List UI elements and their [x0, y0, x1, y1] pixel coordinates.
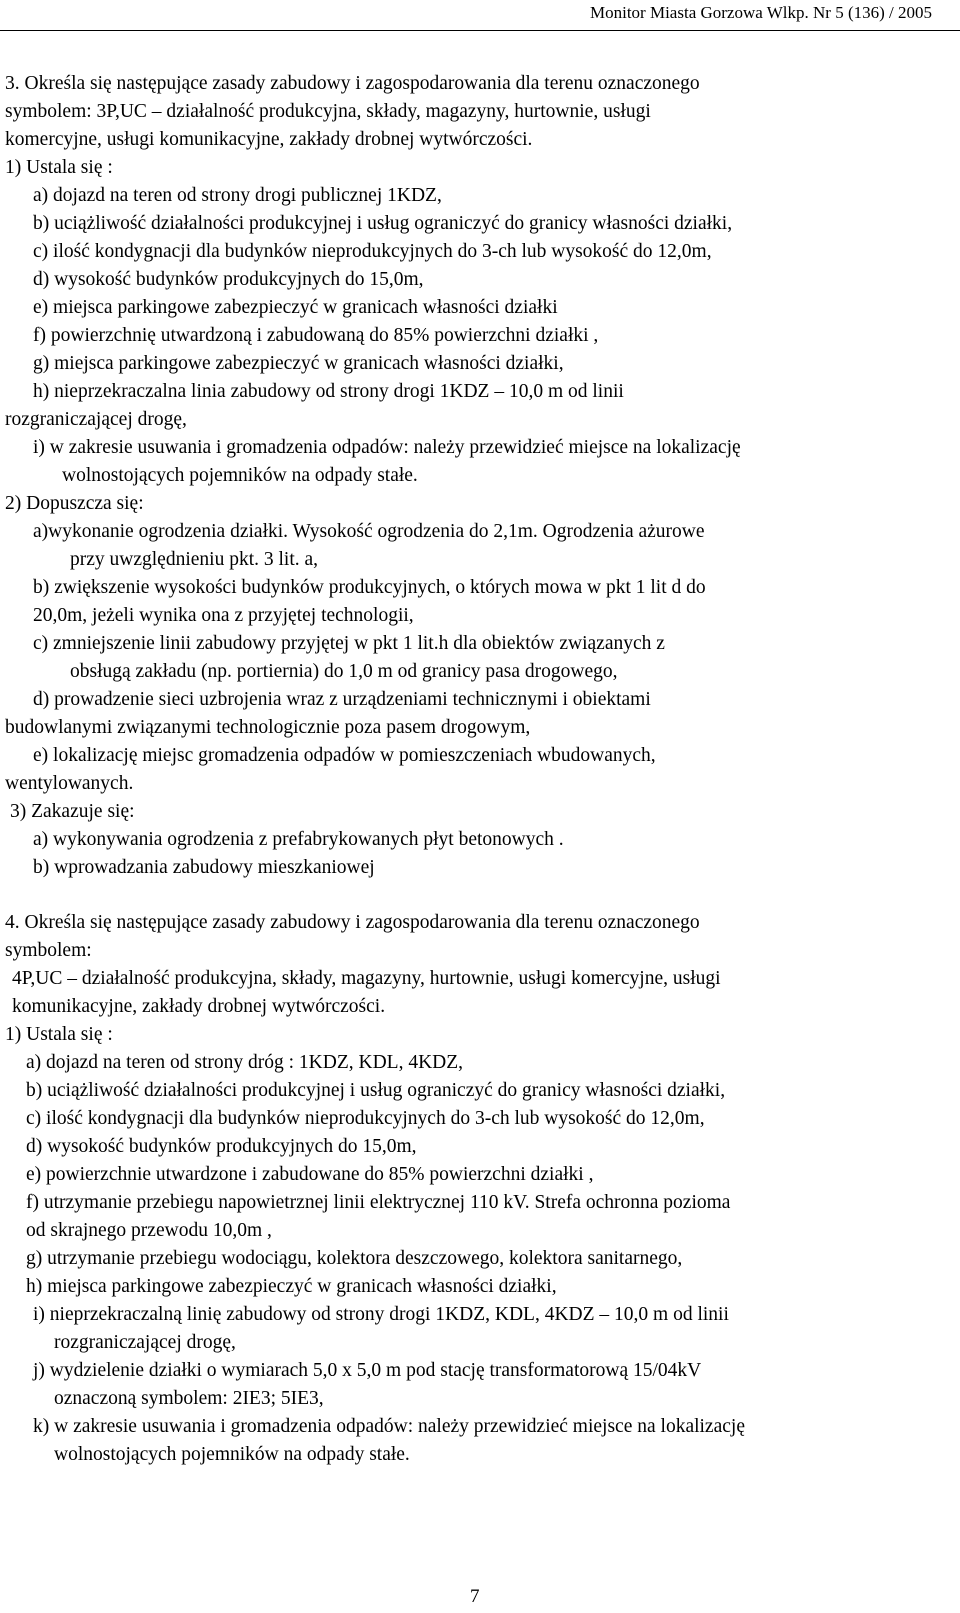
header-rule: [0, 30, 960, 31]
section-3-establishes-f: f) powierzchnię utwardzoną i zabudowaną do 85% powierzchni działki ,: [33, 325, 599, 346]
section-4-establishes-h: h) miejsca parkingowe zabezpieczyć w granicach własności działki,: [26, 1276, 557, 1297]
section-3-establishes-a: a) dojazd na teren od strony drogi publicznej 1KDZ,: [33, 185, 442, 206]
section-4-establishes-g: g) utrzymanie przebiegu wodociągu, kolektora deszczowego, kolektora sanitarnego,: [26, 1248, 683, 1269]
section-3-allows-a-cont: przy uwzględnieniu pkt. 3 lit. a,: [70, 549, 319, 570]
section-4-intro-line-4: komunikacyjne, zakłady drobnej wytwórczości.: [12, 996, 386, 1017]
section-3-establishes-i-cont: wolnostojących pojemników na odpady stałe.: [62, 465, 418, 486]
section-4-establishes-j: j) wydzielenie działki o wymiarach 5,0 x 5,0 m pod stację transformatorową 15/04kV: [33, 1360, 702, 1381]
section-4-establishes-i-cont: rozgraniczającej drogę,: [54, 1332, 236, 1353]
section-3-allows-c-cont: obsługą zakładu (np. portiernia) do 1,0 m od granicy pasa drogowego,: [70, 661, 618, 682]
page-number: 7: [470, 1586, 480, 1607]
section-4-establishes-k-cont: wolnostojących pojemników na odpady stałe.: [54, 1444, 410, 1465]
section-4-establishes-d: d) wysokość budynków produkcyjnych do 15,0m,: [26, 1136, 417, 1157]
section-3-allows-c: c) zmniejszenie linii zabudowy przyjętej w pkt 1 lit.h dla obiektów związanych z: [33, 633, 665, 654]
section-3-allows-d: d) prowadzenie sieci uzbrojenia wraz z urządzeniami technicznymi i obiektami: [33, 689, 651, 710]
section-3-establishes-i: i) w zakresie usuwania i gromadzenia odpadów: należy przewidzieć miejsce na lokalizację: [33, 437, 741, 458]
section-3-allows-e: e) lokalizację miejsc gromadzenia odpadów w pomieszczeniach wbudowanych,: [33, 745, 656, 766]
section-3-establishes-heading: 1) Ustala się :: [5, 157, 113, 178]
section-3-prohibits-a: a) wykonywania ogrodzenia z prefabrykowanych płyt betonowych .: [33, 829, 564, 850]
section-3-establishes-g: g) miejsca parkingowe zabezpieczyć w granicach własności działki,: [33, 353, 564, 374]
journal-header: Monitor Miasta Gorzowa Wlkp. Nr 5 (136) / 2005: [590, 3, 932, 22]
section-3-establishes-d: d) wysokość budynków produkcyjnych do 15,0m,: [33, 269, 424, 290]
section-3-allows-heading: 2) Dopuszcza się:: [5, 493, 144, 514]
section-4-establishes-c: c) ilość kondygnacji dla budynków nieprodukcyjnych do 3-ch lub wysokość do 12,0m,: [26, 1108, 705, 1129]
section-4-establishes-i: i) nieprzekraczalną linię zabudowy od strony drogi 1KDZ, KDL, 4KDZ – 10,0 m od linii: [33, 1304, 729, 1325]
section-3-prohibits-heading: 3) Zakazuje się:: [10, 801, 135, 822]
section-4-establishes-k: k) w zakresie usuwania i gromadzenia odpadów: należy przewidzieć miejsce na lokalizację: [33, 1416, 745, 1437]
section-4-establishes-heading: 1) Ustala się :: [5, 1024, 113, 1045]
section-4-intro-line-3: 4P,UC – działalność produkcyjna, składy, magazyny, hurtownie, usługi komercyjne, usługi: [12, 968, 721, 989]
section-3-establishes-c: c) ilość kondygnacji dla budynków nieprodukcyjnych do 3-ch lub wysokość do 12,0m,: [33, 241, 712, 262]
section-3-allows-a: a)wykonanie ogrodzenia działki. Wysokość ogrodzenia do 2,1m. Ogrodzenia ażurowe: [33, 521, 705, 542]
section-3-intro-line-2: symbolem: 3P,UC – działalność produkcyjna, składy, magazyny, hurtownie, usługi: [5, 101, 651, 122]
section-4-establishes-e: e) powierzchnie utwardzone i zabudowane do 85% powierzchni działki ,: [26, 1164, 594, 1185]
section-4-establishes-a: a) dojazd na teren od strony dróg : 1KDZ, KDL, 4KDZ,: [26, 1052, 464, 1073]
section-3-prohibits-b: b) wprowadzania zabudowy mieszkaniowej: [33, 857, 375, 878]
section-3-intro-line-1: 3. Określa się następujące zasady zabudowy i zagospodarowania dla terenu oznaczonego: [5, 73, 700, 94]
section-4-establishes-b: b) uciążliwość działalności produkcyjnej i usług ograniczyć do granicy własności działki,: [26, 1080, 726, 1101]
section-4-establishes-f: f) utrzymanie przebiegu napowietrznej linii elektrycznej 110 kV. Strefa ochronna pozioma: [26, 1192, 731, 1213]
section-3-intro-line-3: komercyjne, usługi komunikacyjne, zakłady drobnej wytwórczości.: [5, 129, 533, 150]
section-4-intro-line-1: 4. Określa się następujące zasady zabudowy i zagospodarowania dla terenu oznaczonego: [5, 912, 700, 933]
section-3-allows-b-cont: 20,0m, jeżeli wynika ona z przyjętej technologii,: [33, 605, 414, 626]
section-3-establishes-h: h) nieprzekraczalna linia zabudowy od strony drogi 1KDZ – 10,0 m od linii: [33, 381, 624, 402]
section-4-establishes-f-cont: od skrajnego przewodu 10,0m ,: [26, 1220, 272, 1241]
section-4-intro-line-2: symbolem:: [5, 940, 92, 961]
section-3-allows-e-cont: wentylowanych.: [5, 773, 134, 794]
section-3-establishes-e: e) miejsca parkingowe zabezpieczyć w granicach własności działki: [33, 297, 558, 318]
section-3-establishes-h-cont: rozgraniczającej drogę,: [5, 409, 187, 430]
section-3-allows-b: b) zwiększenie wysokości budynków produkcyjnych, o których mowa w pkt 1 lit d do: [33, 577, 706, 598]
section-3-establishes-b: b) uciążliwość działalności produkcyjnej i usług ograniczyć do granicy własności działki,: [33, 213, 733, 234]
section-4-establishes-j-cont: oznaczoną symbolem: 2IE3; 5IE3,: [54, 1388, 324, 1409]
section-3-allows-d-cont: budowlanymi związanymi technologicznie poza pasem drogowym,: [5, 717, 531, 738]
